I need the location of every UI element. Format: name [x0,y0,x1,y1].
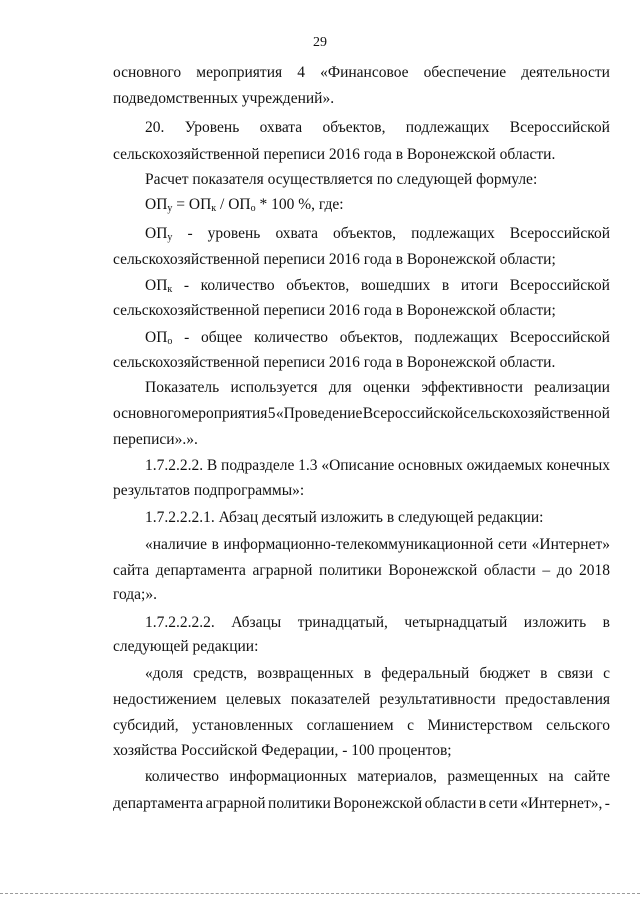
word: с [603,665,610,682]
word: - [187,225,193,242]
word: 1.7.2.2.2.2. [145,614,215,631]
formula-line: $ОП_у = ОП_к / ОП_о * 100$ %, где: [145,196,344,214]
word: количество [145,768,219,785]
text-line: сельскохозяйственной переписи 2016 года в Воронежской области. [113,146,556,163]
text-line [113,63,610,82]
text-line: сельскохозяйственной переписи 2016 года в Воронежской области; [113,251,556,268]
word: – [542,562,551,579]
word: 5 [267,405,276,422]
word: средств, [193,665,248,682]
word: мероприятия [196,64,283,81]
word: области [483,562,536,579]
word: количество [200,277,275,294]
word: политики [319,562,382,579]
word: основного [113,64,182,81]
word: с [407,717,414,734]
word: охвата [259,119,303,136]
word: до [556,562,573,579]
word: бюджет [479,665,531,682]
word: возвращенных [257,665,354,682]
word: Всероссийской [509,329,610,346]
word: - [183,277,190,294]
text-line [145,613,610,632]
definition-line [145,224,610,243]
definition-symbol: $ОП_к$ [145,277,173,295]
text-line: хозяйства Российской Федерации, - 100 процентов; [113,742,452,759]
word: «Финансовое [320,64,409,81]
word: используется [230,379,318,396]
word: недостижением [113,691,217,708]
text-line [113,561,610,580]
word: объектов, [322,119,386,136]
word: объектов, [339,329,403,346]
page-bottom-divider [0,893,640,894]
word: аграрной [205,795,266,812]
text-line [113,716,610,735]
text-line [145,456,610,475]
definition-symbol: $ОП_у$ [145,225,173,243]
word: размещенных [447,768,539,785]
word: сайта [113,562,150,579]
definition-symbol: $ОП_о$ [145,329,173,347]
word: «Интернет», [520,795,603,812]
page-number: 29 [313,35,327,50]
word: предоставления [505,691,610,708]
word: сельского [546,717,610,734]
word: департамента [113,795,204,812]
word: в [478,795,487,812]
word: тринадцатый, [297,614,388,631]
word: материалов, [357,768,437,785]
word: - [184,329,190,346]
text-line: сельскохозяйственной переписи 2016 года в Воронежской области. [113,354,556,371]
word: основного [113,405,182,422]
word: 20. [145,119,165,136]
word: охвата [275,225,318,242]
word: реализации [534,379,610,396]
word: Министерством [427,717,533,734]
word: Воронежской [333,795,423,812]
text-line: следующей редакции: [113,638,259,655]
word: обеспечение [423,64,507,81]
word: Всероссийской [509,225,610,242]
word: для [328,379,352,396]
word: четырнадцатый [404,614,508,631]
word: области [424,795,477,812]
word: мероприятия [181,405,268,422]
word: конечных [546,457,610,474]
text-line [145,118,610,137]
word: «Интернет» [531,536,610,553]
word: В [206,457,218,474]
text-line: сельскохозяйственной переписи 2016 года в Воронежской области; [113,302,556,319]
word: Всероссийской [362,405,463,422]
text-line: результатов подпрограммы»: [113,482,305,499]
word: объектов, [286,277,350,294]
text-line [113,794,610,813]
word: установленных [192,717,294,734]
word: подразделе [221,457,295,474]
definition-line [145,328,610,347]
word: информационно-телекоммуникационной [223,536,494,553]
word: соглашением [306,717,394,734]
text-line [145,664,610,683]
word: изложить [523,614,587,631]
word: - [604,795,610,812]
word: 1.7.2.2.2. [145,457,204,474]
word: в [211,536,219,553]
word: информационных [229,768,347,785]
text-line: 1.7.2.2.2.1. Абзац десятый изложить в следующей редакции: [145,509,544,526]
word: сети [498,536,528,553]
word: в [540,665,548,682]
word: количество [254,329,329,346]
word: Воронежской [388,562,478,579]
word: «доля [145,665,184,682]
text-line [145,535,610,554]
word: общее [200,329,243,346]
word: Всероссийской [509,119,610,136]
word: субсидий, [113,717,179,734]
text-line [145,767,610,786]
word: Всероссийской [509,277,610,294]
definition-line [145,276,610,295]
word: ожидаемых [466,457,543,474]
word: в [441,277,450,294]
word: сельскохозяйственной [463,405,610,422]
word: вошедших [360,277,431,294]
word: целевых [226,691,282,708]
word: подлежащих [411,225,495,242]
word: подлежащих [414,329,499,346]
word: объектов, [333,225,397,242]
word: федеральный [381,665,470,682]
word: в [602,614,610,631]
word: Уровень [184,119,240,136]
text-line [145,378,610,397]
word: деятельности [521,64,610,81]
word: эффективности [421,379,523,396]
word: подлежащих [405,119,490,136]
word: 4 [297,64,305,81]
text-line: переписи».». [113,431,198,448]
text-line: подведомственных учреждений». [113,90,335,107]
word: сети [488,795,518,812]
word: Абзацы [231,614,282,631]
text-line: Расчет показателя осуществляется по следующей формуле: [145,171,538,188]
word: 2018 [578,562,610,579]
word: показателей [290,691,371,708]
word: итоги [460,277,499,294]
text-line [113,690,610,709]
word: «Проведение [275,405,363,422]
word: департамента [155,562,246,579]
word: политики [268,795,331,812]
text-line: года;». [113,586,157,603]
word: в [363,665,372,682]
word: уровень [207,225,261,242]
word: аграрной [252,562,313,579]
word: Показатель [145,379,220,396]
word: сайте [574,768,610,785]
word: 1.3 [298,457,318,474]
word: связи [557,665,594,682]
word: результативности [379,691,496,708]
word: «Описание [321,457,395,474]
word: оценки [362,379,410,396]
text-line [113,404,610,423]
word: основных [398,457,463,474]
word: «наличие [145,536,208,553]
word: на [548,768,564,785]
